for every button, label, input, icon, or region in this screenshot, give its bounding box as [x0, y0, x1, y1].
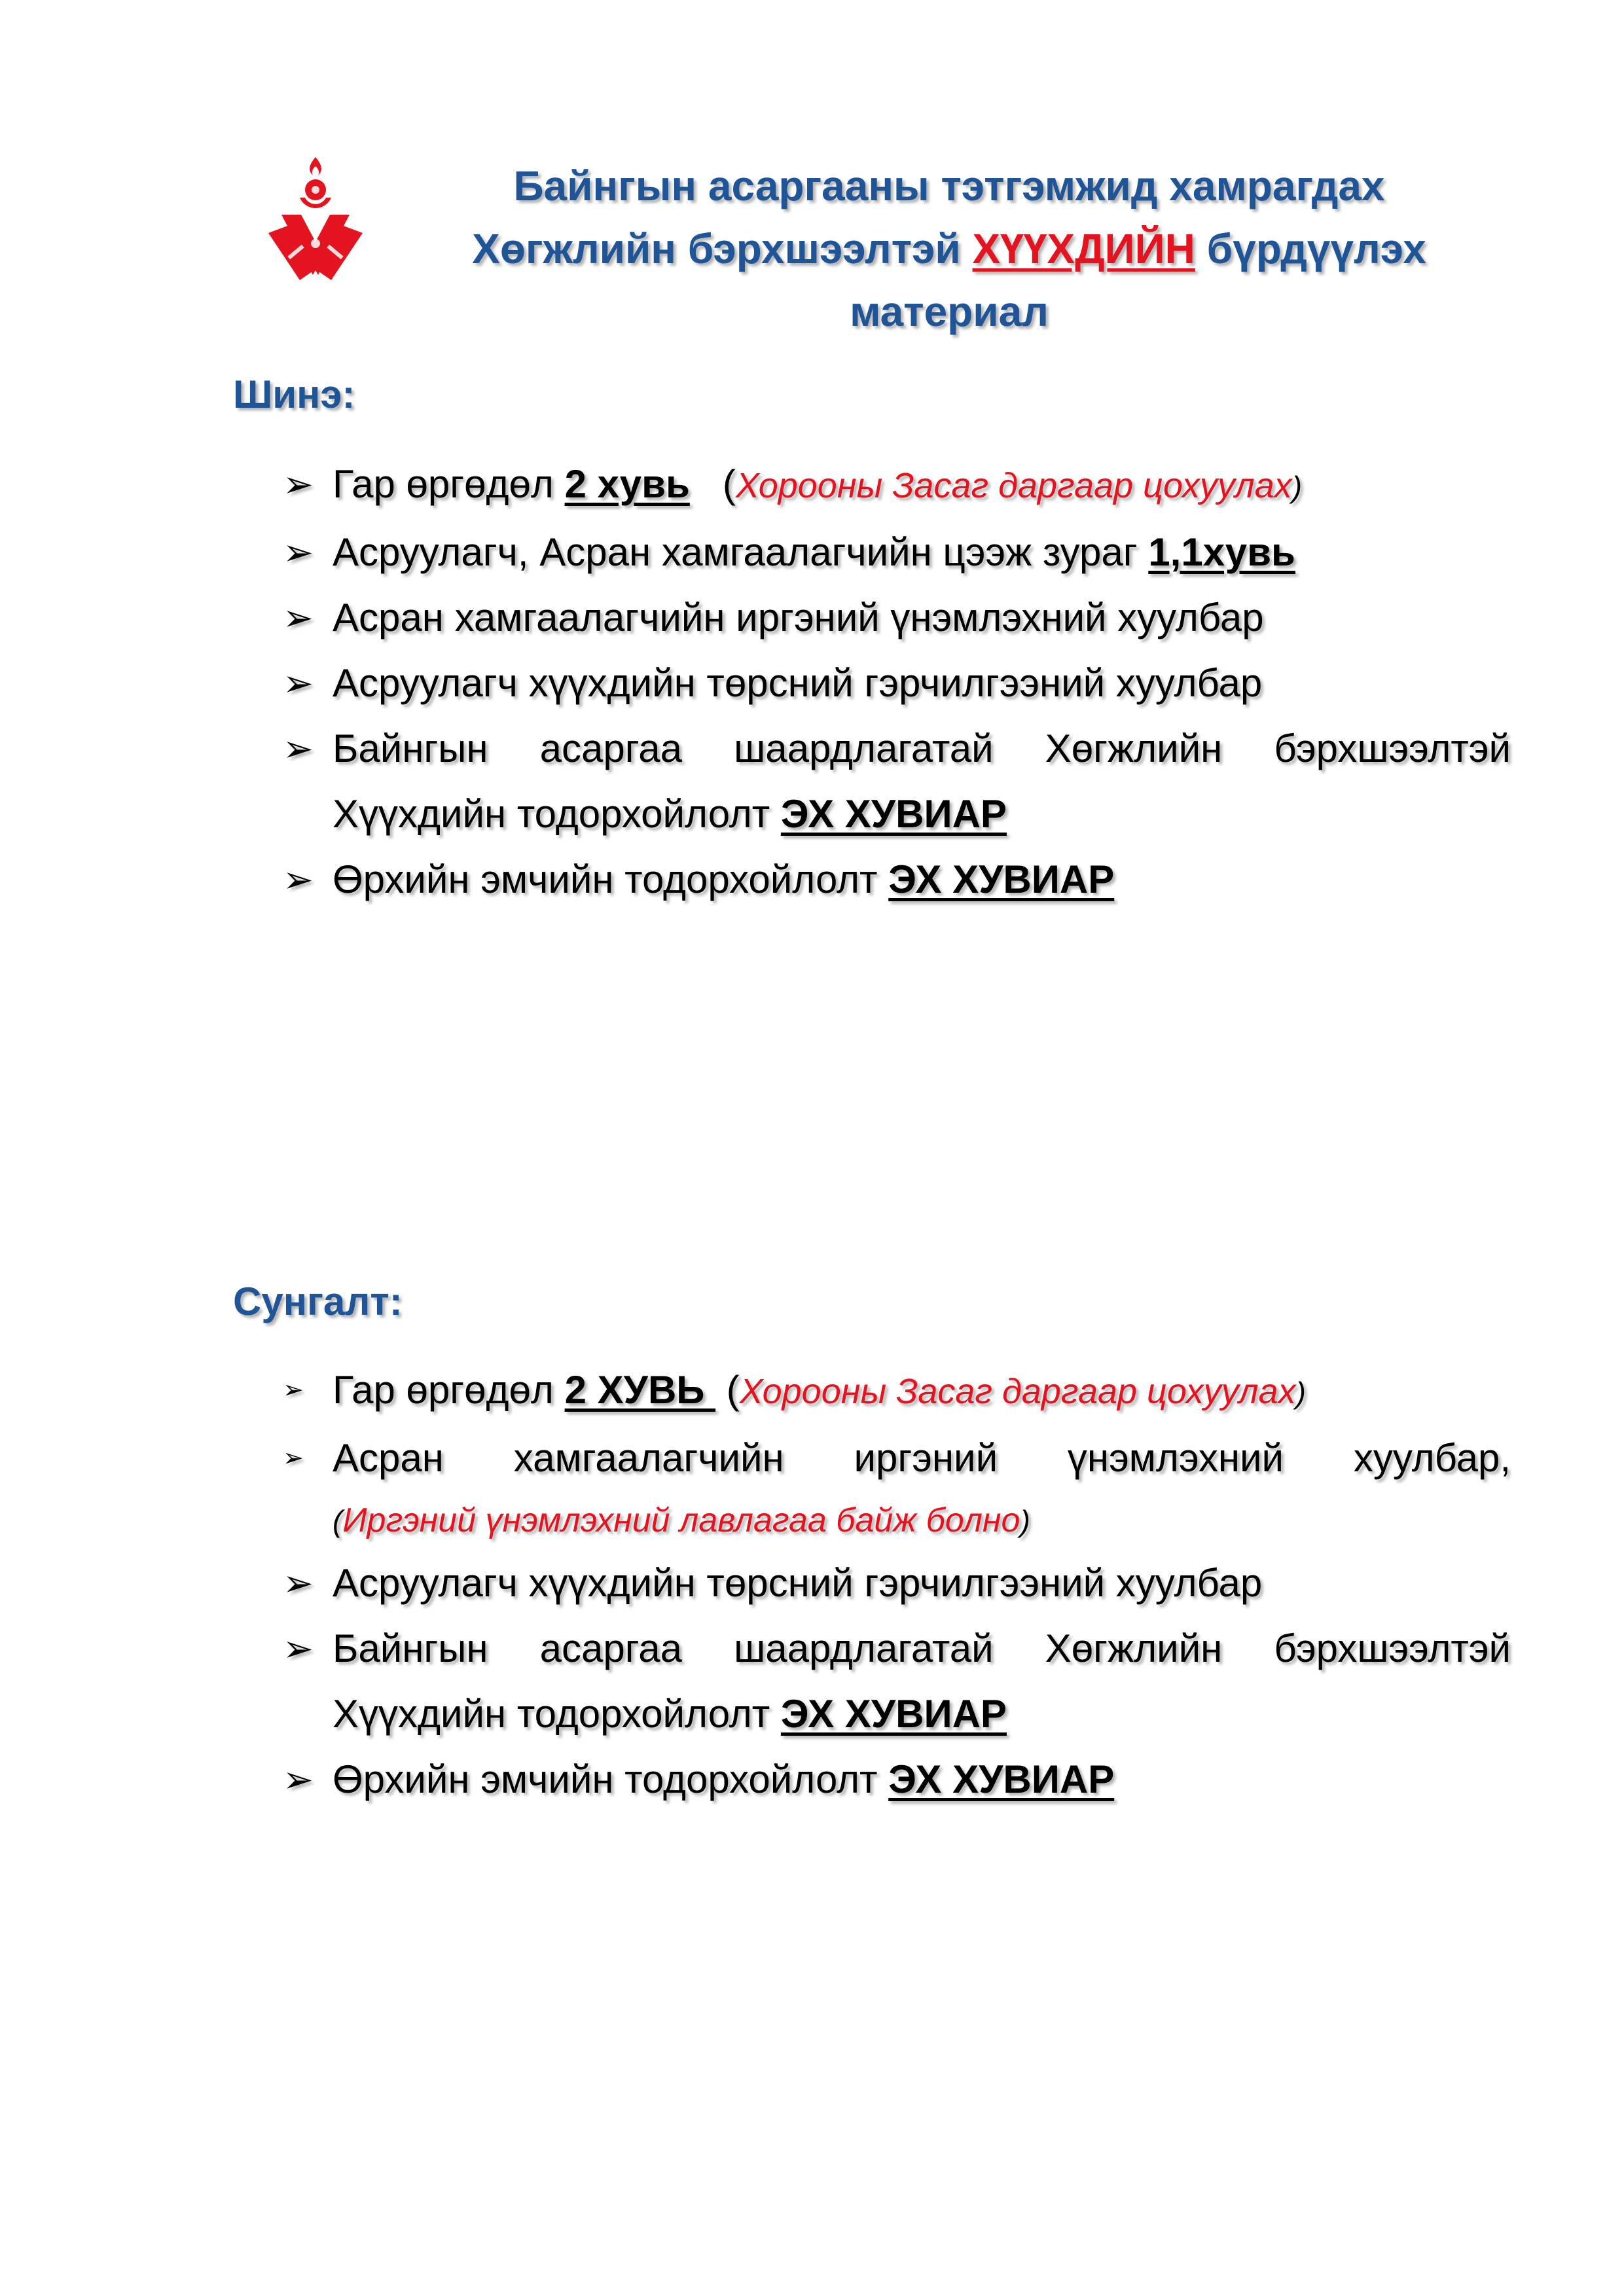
- paren-close: ): [1295, 1376, 1306, 1410]
- item-original-copy: ЭХ ХУВИАР: [780, 1692, 1007, 1736]
- list-item: [283, 520, 1511, 585]
- requirements-list-new: [283, 452, 1511, 912]
- title-highlight-children: ХҮҮХДИЙН: [972, 225, 1195, 272]
- paren-open: (: [726, 1368, 740, 1412]
- paren-open: (: [722, 462, 736, 506]
- arrow-bullet-icon: ➢: [283, 662, 314, 704]
- item-text: Асран хамгаалагчийн иргэний үнэмлэхний хуулбар,: [333, 1436, 1511, 1480]
- title-line-2-before: Хөгжлийн бэрхшээлтэй: [472, 225, 961, 272]
- title-line-2-after: бүрдүүлэх: [1206, 225, 1426, 272]
- arrow-bullet-icon: ➢: [283, 1628, 314, 1669]
- item-text: Гар өргөдөл: [333, 462, 554, 506]
- arrow-bullet-icon: ➢: [283, 1444, 304, 1472]
- item-note: Иргэний үнэмлэхний лавлагаа байж болно: [342, 1501, 1020, 1539]
- item-original-copy: ЭХ ХУВИАР: [888, 1757, 1115, 1801]
- item-copies: 2 ХУВЬ: [564, 1368, 716, 1412]
- section-heading-renewal: Сунгалт:: [233, 1280, 403, 1323]
- document-title: [393, 154, 1506, 343]
- item-original-copy: ЭХ ХУВИАР: [780, 792, 1007, 836]
- item-original-copy: ЭХ ХУВИАР: [888, 857, 1115, 901]
- list-item: [283, 585, 1511, 651]
- paren-open: (: [333, 1504, 343, 1538]
- item-copies: 1,1хувь: [1148, 530, 1295, 574]
- list-item: [283, 452, 1511, 520]
- arrow-bullet-icon: ➢: [283, 597, 314, 638]
- item-note-line: [333, 1491, 1511, 1551]
- list-item: [283, 1747, 1511, 1812]
- requirements-list-renewal: [283, 1357, 1511, 1812]
- item-text: Асруулагч хүүхдийн төрсний гэрчилгээний хуулбар: [333, 661, 1263, 705]
- list-item: [283, 1426, 1511, 1551]
- item-text: Асран хамгаалагчийн иргэний үнэмлэхний хуулбар: [333, 596, 1264, 639]
- list-item: [283, 1551, 1511, 1616]
- list-item: [283, 1616, 1511, 1747]
- item-text-line-2: Хүүхдийн тодорхойлолт: [333, 1692, 770, 1736]
- paren-close: ): [1291, 470, 1303, 504]
- section-heading-new: Шинэ:: [233, 372, 355, 416]
- arrow-bullet-icon: ➢: [283, 859, 314, 900]
- item-note: Хорооны Засаг даргаар цохуулах: [739, 1372, 1296, 1411]
- arrow-bullet-icon: ➢: [283, 531, 314, 573]
- paren-close: ): [1020, 1504, 1030, 1538]
- item-copies: 2 хувь: [564, 462, 690, 506]
- arrow-bullet-icon: ➢: [283, 463, 314, 505]
- title-line-3: материал: [850, 288, 1049, 335]
- item-text: Асруулагч хүүхдийн төрсний гэрчилгээний хуулбар: [333, 1561, 1263, 1605]
- soyombo-logo-icon: [263, 152, 368, 289]
- item-text: Өрхийн эмчийн тодорхойлолт: [333, 857, 878, 901]
- item-text: Гар өргөдөл: [333, 1368, 554, 1412]
- arrow-bullet-icon: ➢: [283, 1759, 314, 1800]
- arrow-bullet-icon: ➢: [283, 728, 314, 769]
- title-line-1: Байнгын асаргааны тэтгэмжид хамрагдах: [513, 162, 1385, 209]
- item-text: Өрхийн эмчийн тодорхойлолт: [333, 1757, 878, 1801]
- item-note: Хорооны Засаг даргаар цохуулах: [735, 466, 1292, 505]
- list-item: [283, 1357, 1511, 1426]
- list-item: [283, 716, 1511, 847]
- arrow-bullet-icon: ➢: [283, 1562, 314, 1604]
- title-line-2: [393, 217, 1506, 280]
- item-text-line-2: Хүүхдийн тодорхойлолт: [333, 792, 770, 836]
- item-text-line-1: Байнгын асаргаа шаардлагатай Хөгжлийн бэрхшээлтэй: [333, 1626, 1511, 1670]
- list-item: [283, 651, 1511, 716]
- list-item: [283, 847, 1511, 912]
- arrow-bullet-icon: ➢: [283, 1376, 304, 1404]
- item-text: Асруулагч, Асран хамгаалагчийн цээж зураг: [333, 530, 1138, 574]
- item-text-line-1: Байнгын асаргаа шаардлагатай Хөгжлийн бэрхшээлтэй: [333, 726, 1511, 770]
